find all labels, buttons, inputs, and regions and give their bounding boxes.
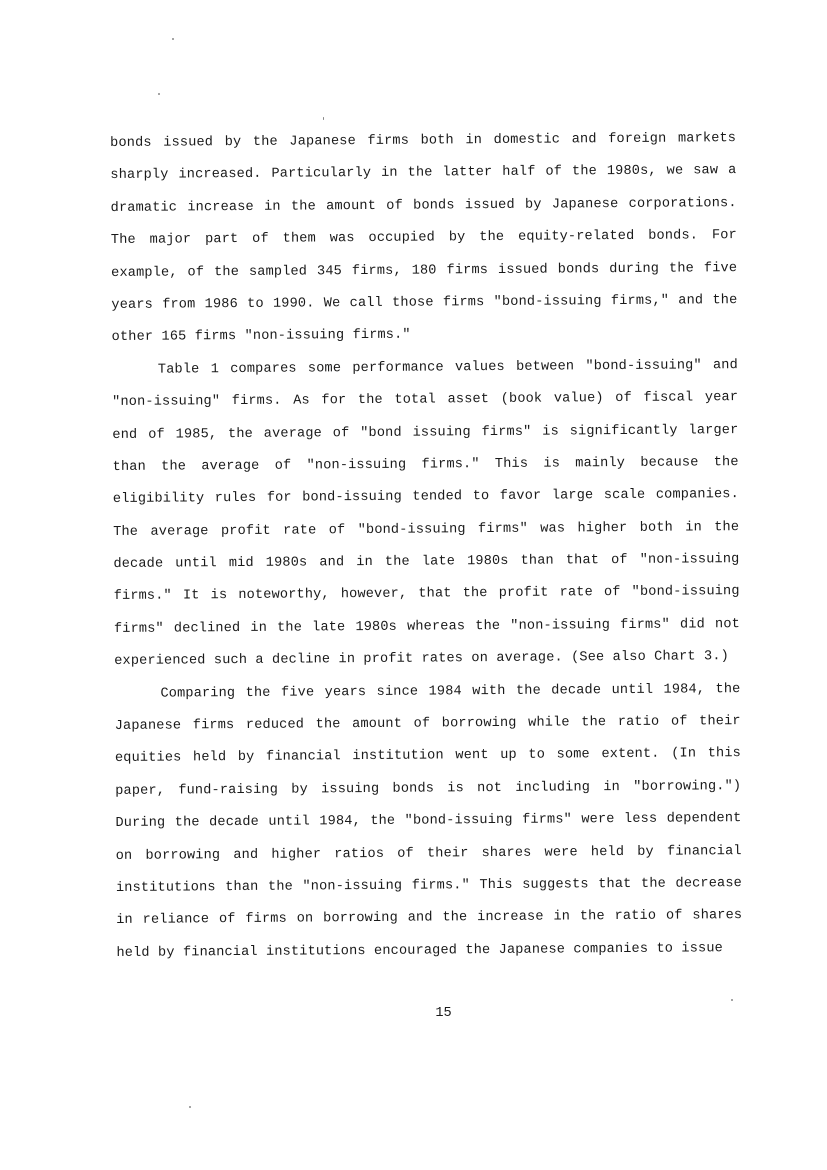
text-line: other 165 firms "non-issuing firms."	[111, 327, 411, 346]
text-line: firms." It is noteworthy, however, that the profit rate of "bond-issuing	[113, 584, 740, 605]
text-line: Japanese firms reduced the amount of borrowing while the ratio of their	[114, 714, 741, 735]
scan-speck	[172, 38, 174, 40]
text-line: equities held by financial institution went up to some extent. (In this	[114, 746, 741, 767]
text-line: held by financial institutions encouraged the Japanese companies to issue	[116, 940, 723, 961]
text-line: dramatic increase in the amount of bonds issued by Japanese corporations.	[110, 195, 737, 216]
text-line: decade until mid 1980s and in the late 1980s than that of "non-issuing	[113, 552, 740, 573]
text-line: than the average of "non-issuing firms." This is mainly because the	[112, 454, 739, 475]
text-line: Table 1 compares some performance values between "bond-issuing" and	[157, 357, 738, 378]
text-line: example, of the sampled 345 firms, 180 firms issued bonds during the five	[111, 260, 738, 281]
paragraph	[112, 350, 741, 679]
paragraph	[114, 674, 742, 970]
text-line: The average profit rate of "bond-issuing firms" was higher both in the	[113, 519, 740, 540]
text-line: institutions than the "non-issuing firms." This suggests that the decrease	[115, 876, 743, 896]
scan-speck	[189, 1106, 191, 1108]
text-line: eligibility rules for bond-issuing tended to favor large scale companies.	[112, 487, 739, 508]
text-line: paper, fund-raising by issuing bonds is not including in "borrowing.")	[115, 778, 742, 799]
text-line: sharply increased. Particularly in the latter half of the 1980s, we saw a	[110, 163, 737, 184]
text-line: During the decade until 1984, the "bond-issuing firms" were less dependent	[115, 811, 742, 832]
scan-speck	[323, 117, 324, 120]
text-line: Comparing the five years since 1984 with the decade until 1984, the	[160, 681, 741, 702]
text-line: experienced such a decline in profit rates on average. (See also Chart 3.)	[114, 649, 729, 670]
paragraph	[110, 123, 738, 355]
text-line: firms" declined in the late 1980s whereas the "non-issuing firms" did not	[113, 616, 740, 637]
text-line: years from 1986 to 1990. We call those firms "bond-issuing firms," and the	[111, 293, 738, 313]
text-line: bonds issued by the Japanese firms both in domestic and foreign markets	[110, 131, 737, 151]
text-line: end of 1985, the average of "bond issuing firms" is significantly larger	[112, 422, 739, 443]
scan-speck	[158, 93, 160, 95]
body-text	[110, 123, 743, 970]
text-line: "non-issuing" firms. As for the total asset (book value) of fiscal year	[112, 390, 739, 411]
text-line: The major part of them was occupied by the equity-related bonds. For	[110, 228, 737, 249]
text-line: on borrowing and higher ratios of their shares were held by financial	[115, 843, 742, 864]
scan-speck	[731, 999, 733, 1001]
page-number: 15	[435, 1006, 452, 1021]
text-line: in reliance of firms on borrowing and the increase in the ratio of shares	[116, 908, 743, 929]
